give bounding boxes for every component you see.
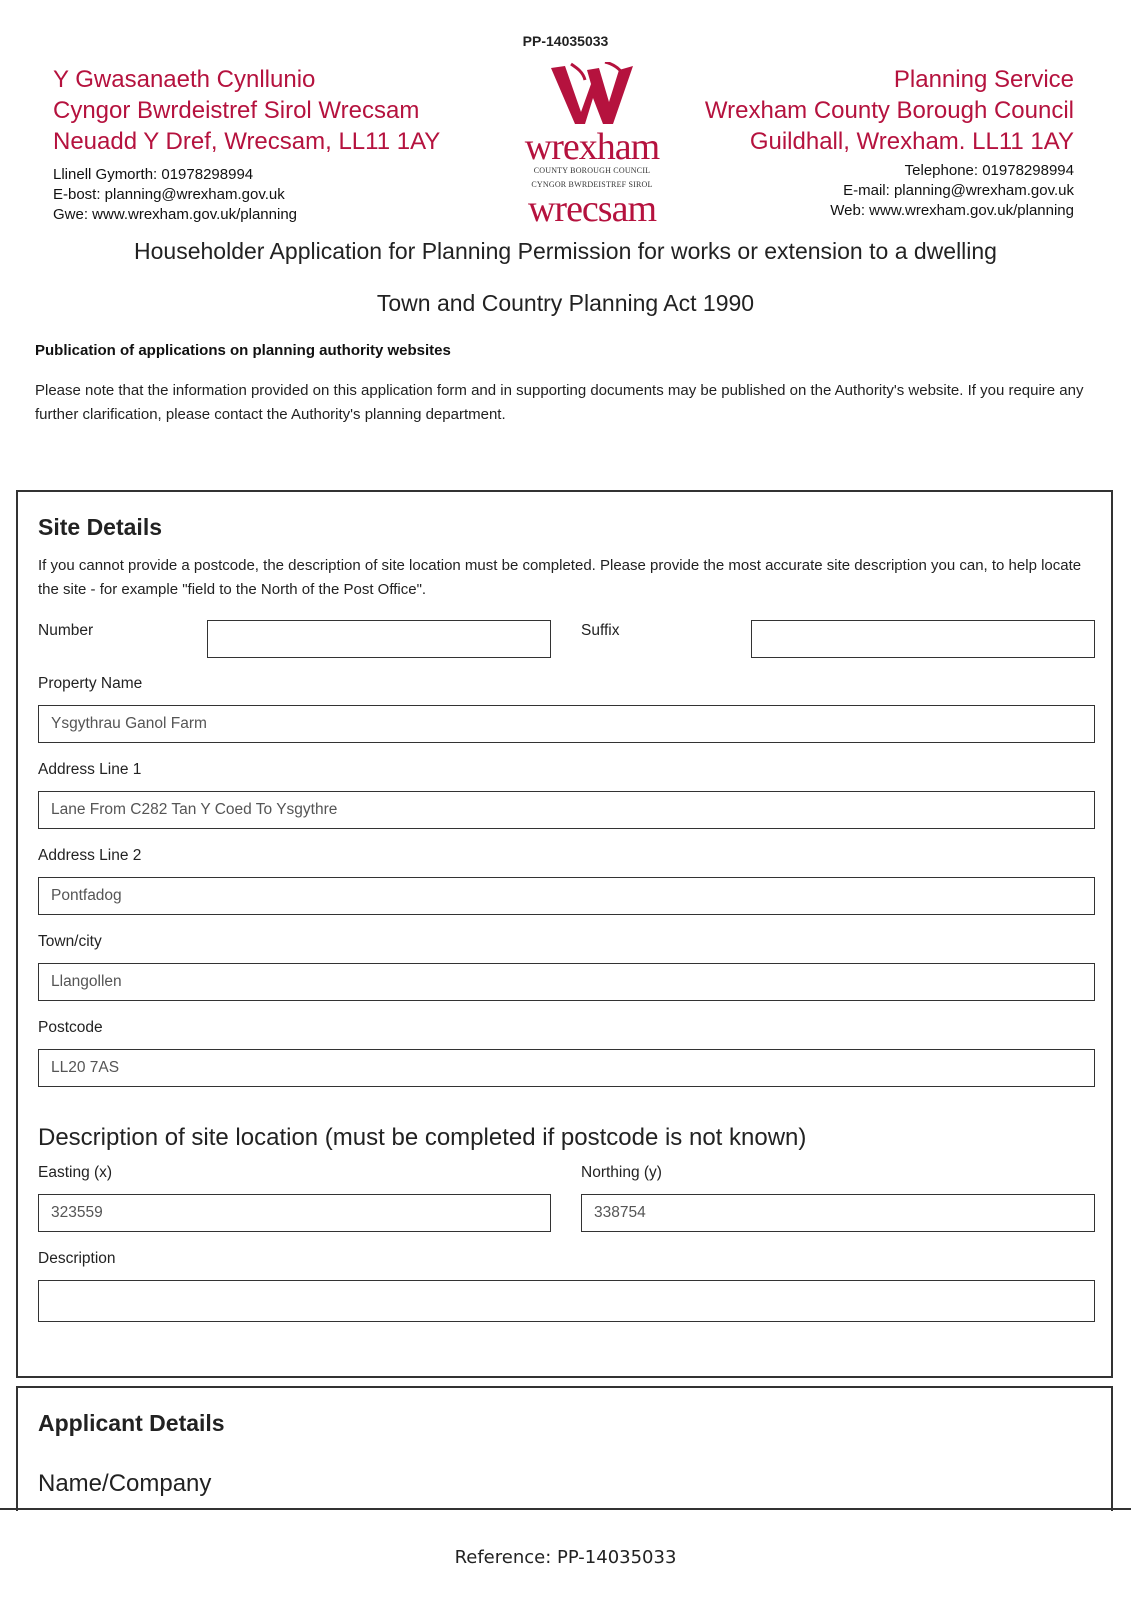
english-phone: Telephone: 01978298994	[904, 162, 1074, 179]
description-label: Description	[38, 1250, 116, 1267]
description-field[interactable]	[38, 1280, 1095, 1322]
english-header-block	[705, 64, 1074, 221]
northing-field[interactable]: 338754	[581, 1194, 1095, 1232]
w-emblem-icon	[547, 62, 637, 130]
logo-word-wrecsam: wrecsam	[527, 188, 657, 230]
council-logo	[522, 62, 662, 230]
property-name-label: Property Name	[38, 675, 143, 692]
northing-label: Northing (y)	[581, 1164, 662, 1181]
welsh-phone: Llinell Gymorth: 01978298994	[53, 166, 254, 183]
suffix-label: Suffix	[581, 622, 620, 639]
footer-divider	[0, 1508, 1131, 1510]
logo-text-county: COUNTY BOROUGH COUNCIL	[533, 166, 651, 175]
site-details-heading: Site Details	[38, 514, 162, 540]
english-web: Web: www.wrexham.gov.uk/planning	[830, 202, 1074, 219]
address-line-1-label: Address Line 1	[38, 761, 142, 778]
easting-label: Easting (x)	[38, 1164, 113, 1181]
name-company-heading: Name/Company	[38, 1470, 212, 1497]
document-reference: PP-14035033	[522, 33, 609, 49]
form-subtitle: Town and Country Planning Act 1990	[376, 290, 755, 316]
publication-heading: Publication of applications on planning authority websites	[35, 342, 451, 359]
english-service-name: Planning Service	[893, 66, 1074, 93]
town-label: Town/city	[38, 933, 102, 950]
number-label: Number	[38, 622, 94, 639]
english-address: Guildhall, Wrexham. LL11 1AY	[749, 128, 1074, 155]
number-field[interactable]	[207, 620, 551, 658]
logo-text-cyngor: CYNGOR BWRDEISTREF SIROL	[531, 180, 653, 189]
welsh-council-name: Cyngor Bwrdeistref Sirol Wrecsam	[53, 97, 420, 124]
welsh-header-block	[53, 64, 440, 225]
welsh-email: E-bost: planning@wrexham.gov.uk	[53, 186, 285, 203]
address-line-2-field[interactable]: Pontfadog	[38, 877, 1095, 915]
applicant-details-heading: Applicant Details	[38, 1410, 225, 1436]
postcode-label: Postcode	[38, 1019, 103, 1036]
welsh-address: Neuadd Y Dref, Wrecsam, LL11 1AY	[53, 128, 441, 155]
address-line-1-field[interactable]: Lane From C282 Tan Y Coed To Ysgythre	[38, 791, 1095, 829]
easting-field[interactable]: 323559	[38, 1194, 551, 1232]
english-email: E-mail: planning@wrexham.gov.uk	[843, 182, 1074, 199]
applicant-details-section	[16, 1386, 1113, 1511]
welsh-web: Gwe: www.wrexham.gov.uk/planning	[53, 206, 297, 223]
property-name-field[interactable]: Ysgythrau Ganol Farm	[38, 705, 1095, 743]
site-details-section	[16, 490, 1113, 1378]
site-details-note: If you cannot provide a postcode, the description of site location must be completed. Please provide the most accurate site description you can, to help locate the site - for example "field to the North of the Post Office".	[38, 557, 1082, 598]
logo-word-wrexham: wrexham	[524, 126, 660, 168]
site-location-heading: Description of site location (must be completed if postcode is not known)	[38, 1124, 807, 1151]
address-line-2-label: Address Line 2	[38, 847, 142, 864]
english-council-name: Wrexham County Borough Council	[704, 97, 1074, 124]
suffix-field[interactable]	[751, 620, 1095, 658]
footer-reference: Reference: PP-14035033	[454, 1547, 677, 1568]
publication-text: Please note that the information provided on this application form and in supporting documents may be published on the Authority's website. If you require any further clarification, please contact the Authority's planning department.	[35, 382, 1084, 423]
postcode-field[interactable]: LL20 7AS	[38, 1049, 1095, 1087]
town-field[interactable]: Llangollen	[38, 963, 1095, 1001]
form-title: Householder Application for Planning Permission for works or extension to a dwelling	[134, 238, 997, 264]
welsh-service-name: Y Gwasanaeth Cynllunio	[53, 66, 316, 93]
